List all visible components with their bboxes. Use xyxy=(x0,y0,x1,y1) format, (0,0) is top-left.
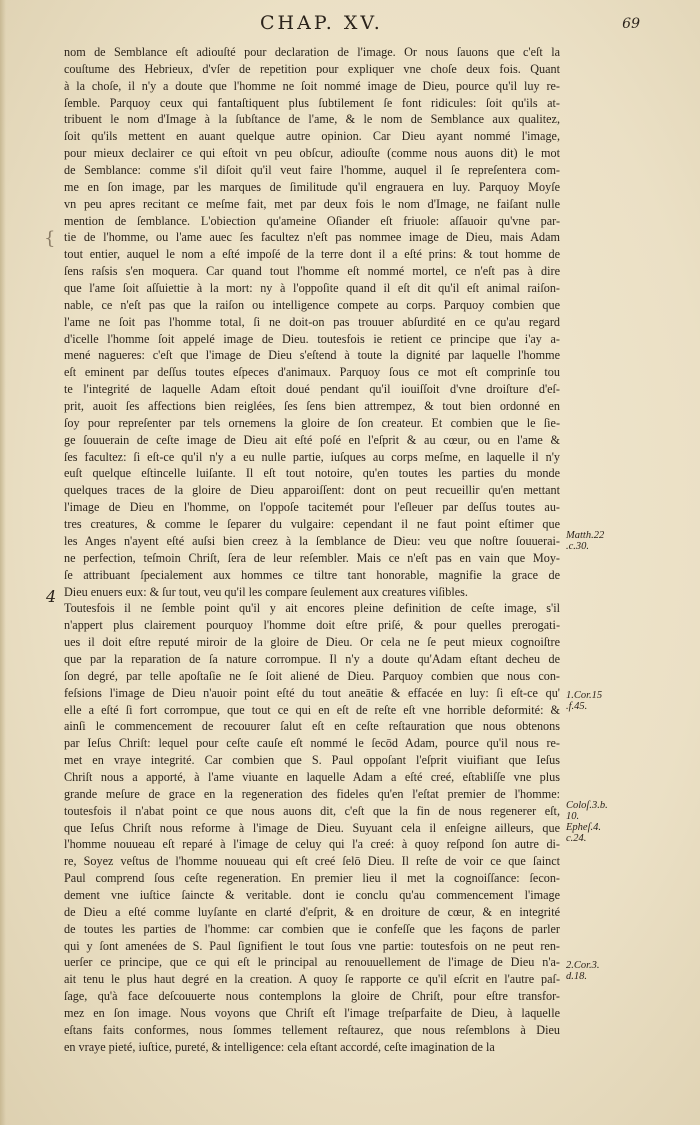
text-line: que l'ame ſoit aſſuiettie à la mort: ny à l'oppoſite quand il eſt dit qu'il eſt animal raiſon- xyxy=(64,281,560,296)
text-line: dement vne iuſtice ſaincte & veritable. dont ie conclu qu'au commencement l'image xyxy=(64,887,560,902)
text-line: ſens raſsis s'en moquera. Car quand tout l'homme eſt nommé mortel, ce n'eſt pas à dire xyxy=(64,264,560,279)
text-line: ſoit qu'ils mettent en auant quelque autre opinion. Car Dieu ayant nommé l'image, xyxy=(64,129,560,144)
margin-note-2-corinthians: 2.Cor.3. d.18. xyxy=(566,960,600,982)
margin-note-matthew: Matth.22 .c.30. xyxy=(566,530,605,552)
text-line: ſon degré, par telle apoſtaſie ne ſe ſoit aliené de Dieu. Parquoy combien que nous con- xyxy=(64,668,560,683)
text-line: re, Soyez veſtus de l'homme nouueau qui eſt creé ſelō Dieu. Il reſte de voir ce que ſainct xyxy=(64,854,560,869)
text-line: grande meſure de grace en la regeneration des fideles qu'en l'eſtat premier de l'homme: xyxy=(64,786,560,801)
text-line: uerſer ce principe, que ce qui eſt le principal au renouuellement de l'image de Dieu n'a- xyxy=(64,955,560,970)
text-line: Paul comprend ſous ceſte regeneration. En premier lieu il met la cognoiſſance: ſecon- xyxy=(64,871,560,886)
text-line: ne perfection, teſmoin Chriſt, ſera de leur reſembler. Mais ce n'eſt pas en vain que Moy- xyxy=(64,550,560,565)
page-header xyxy=(60,10,640,40)
text-line: ge ſouuerain de ceſte image de Dieu ait eſté poſé en l'eſprit & au cœur, ou en l'ame & xyxy=(64,432,560,447)
text-line: qui y ſont amenées de S. Paul ſignifient le tout ſous vne partie: toutesfois on ne peut ren- xyxy=(64,938,560,953)
text-line: d'icelle l'homme ſoit appelé image de Dieu. toutesfois ie retient ce principe que i'ay a- xyxy=(64,331,560,346)
text-line: par Ieſus Chriſt: lequel pour ceſte cauſe eſt nommé le ſecōd Adam, pource qu'il nous re- xyxy=(64,736,560,751)
text-line: ues il doit eſtre reputé miroir de la gloire de Dieu. Or cela ne ſe peut mieux cognoiſtre xyxy=(64,635,560,650)
margin-note-colossians-ephesians: Coloſ.3.b. 10. Epheſ.4. c.24. xyxy=(566,800,608,844)
text-line: l'ame ne ſoit pas l'homme total, ſi ne doit-on pas trouuer abſurdité en ce qu'au regard xyxy=(64,314,560,329)
text-line: Dieu enuers eux: & ſur tout, veu qu'il les compare ſeulement aux creatures viſibles. xyxy=(64,584,468,599)
text-line: ſage, qu'à face deſcouuerte nous contemplons la gloire de Chriſt, pour eſtre transfor- xyxy=(64,989,560,1004)
paragraph-number: 4 xyxy=(46,587,57,606)
text-line: mention de ſemblance. L'obiection qu'ameine Oſiander eſt friuole: aſſauoir qu'vne par- xyxy=(64,213,560,228)
text-line: ait tenu le plus haut degré en la creation. A quoy ſe rapporte ce qu'il eſcrit en l'autre paſ- xyxy=(64,972,560,987)
text-line: ſes facultez: ſi eſt-ce qu'il n'y a eu nulle partie, iuſques au corps meſme, en laquelle il n'y xyxy=(64,449,560,464)
text-line: Toutesfois il ne ſemble point qu'il y ait encores pleine definition de ceſte image, s'il xyxy=(64,601,560,616)
text-line: tout entier, auquel le nom a eſté impoſé de la terre dont il a eſté prins: & tout homme de xyxy=(64,247,560,262)
text-line: me en ſon image, par les marques de ſimilitude qu'il engrauera en luy. Parquoy Moyſe xyxy=(64,179,560,194)
text-line: l'homme nouueau eſt reparé à l'image de celuy qui l'a creé: à quoy reſpond ſon autre di- xyxy=(64,837,560,852)
text-line: nom de Semblance eſt adiouſté pour declaration de l'image. Or nous ſauons que c'eſt la xyxy=(64,45,560,59)
text-line: ſoy pour repreſenter par tels ornemens la gloire de ſon createur. Et combien que le ſie- xyxy=(64,415,560,430)
page-number: 69 xyxy=(622,16,640,32)
text-line: tribuent le nom d'Image à la ſubſtance de l'ame, & le nom de Semblance aux qualitez, xyxy=(64,112,560,127)
text-line: en vraye pieté, iuſtice, pureté, & intelligence: cela eſtant accordé, ceſte imagination de la xyxy=(64,1039,495,1054)
text-line: quelques traces de la gloire de Dieu apparoiſſent: dont on peut recueillir qu'en mettant xyxy=(64,483,560,498)
text-line: tres creatures, & comme le ſeparer du vulgaire: cependant il ne faut point eſtimer que xyxy=(64,517,560,532)
text-line: elle a eſté ſi fort corrompue, que tout ce qui en eſt de reſte eſt vne horrible deformité: & xyxy=(64,702,560,717)
text-line: met en vraye integrité. Car combien que S. Paul oppoſant l'eſprit viuifiant que Ieſus xyxy=(64,753,560,768)
text-line: nable, ce n'eſt pas que la raiſon ou intelligence compete au corps. Parquoy combien que xyxy=(64,297,560,312)
text-line: mez en ſon image. Nous voyons que Chriſt eſt l'image treſparfaite de Dieu, à laquelle xyxy=(64,1005,560,1020)
text-line: mené nagueres: c'eſt que l'image de Dieu s'eſtend à toute la dignité par laquelle l'homme xyxy=(64,348,560,363)
text-line: l'image de Dieu en l'homme, on l'oppoſe tacitemét pour l'eſleuer par deſſus toutes au- xyxy=(64,500,560,515)
text-line: de toutes les parties de l'homme: car combien que ie confeſſe que les façons de parler xyxy=(64,921,560,936)
text-line: tie de l'homme, ou l'ame auec ſes facultez n'eſt pas nommee image de Dieu, mais Adam xyxy=(64,230,560,245)
text-line: Chriſt nous a apporté, à l'ame viuante en laquelle Adam a eſté creé, eſtabliſſe vne plus xyxy=(64,769,560,784)
text-line: ainſi le commencement de recouurer ſalut eſt en ceſte reſtauration que nous obtenons xyxy=(64,719,560,734)
running-head: CHAP. XV. xyxy=(260,12,383,34)
text-line: les Anges n'ayent eſté auſsi bien creez à la ſemblance de Dieu: veu que noſtre ſouuerai- xyxy=(64,533,560,548)
text-line: eſt eminent par deſſus toutes eſpeces d'animaux. Parquoy ſous ce mot eſt comprinſe tou xyxy=(64,365,560,380)
text-line: que par la reparation de ſa nature corrompue. Il n'y a doute qu'Adam eſtant decheu de xyxy=(64,651,560,666)
text-line: te l'integrité de laquelle Adam eſtoit doué pendant qu'il iouiſſoit d'vne droiſture d'eſ- xyxy=(64,382,560,397)
text-line: eſtans faits conformes, nous ſommes tellement reſtaurez, que nous reſemblons à Dieu xyxy=(64,1022,560,1037)
text-line: feſsions l'image de Dieu n'auoir point eſté du tout aneātie & effacée en luy: ſi eſt-ce qu' xyxy=(64,685,560,700)
text-line: que Ieſus Chriſt nous reforme à l'image de Dieu. Suyuant cela il enſeigne ailleurs, que xyxy=(64,820,560,835)
text-line: pour mieux declairer ce qui eſtoit vn peu obſcur, adiouſte (comme nous auons dit) le mot xyxy=(64,146,560,161)
text-line: à la choſe, il n'y a doute que l'homme ne ſoit nommé image de Dieu, pource qu'il luy re- xyxy=(64,78,560,93)
text-line: vn peu apres recitant ce meſme fait, met par deux fois le nom d'Image, ne faiſant nulle xyxy=(64,196,560,211)
text-line: couſtume des Hebrieux, d'vſer de repetition pour expliquer vne choſe deux fois. Quant xyxy=(64,61,560,76)
text-line: de Semblance: comme s'il diſoit qu'il veut faire l'homme, auquel il ſe repreſentera com- xyxy=(64,163,560,178)
text-line: euſt quelque eſtincelle luiſante. Il eſt tout notoire, qu'en toutes les parties du monde xyxy=(64,466,560,481)
body-text xyxy=(64,44,560,1056)
text-line: ſemble. Parquoy ceux qui fantaſtiquent plus ſubtilement ſe font ridicules: ſoit qu'ils at- xyxy=(64,95,560,110)
margin-bracket-mark: { xyxy=(44,228,56,249)
text-line: n'appert plus clairement pourquoy l'homme doit eſtre priſé, & pour quelles prerogati- xyxy=(64,618,560,633)
text-line: toutesfois il n'abat point ce que nous auons dit, c'eſt que la fin de nous regenerer eſt, xyxy=(64,803,560,818)
text-line: de Dieu a eſté comme luyſante en clarté d'eſprit, & en droiture de cœur, & en integrité xyxy=(64,904,560,919)
page-gutter-shadow xyxy=(0,0,6,1125)
text-line: ſe attribuant ſpecialement aux hommes ce tiltre tant honorable, magnifie la grace de xyxy=(64,567,560,582)
margin-note-1-corinthians: 1.Cor.15 .f.45. xyxy=(566,690,603,712)
text-line: prit, auoit ſes affections bien reiglées, ſes ſens bien attrempez, & tout bien ordonné en xyxy=(64,399,560,414)
